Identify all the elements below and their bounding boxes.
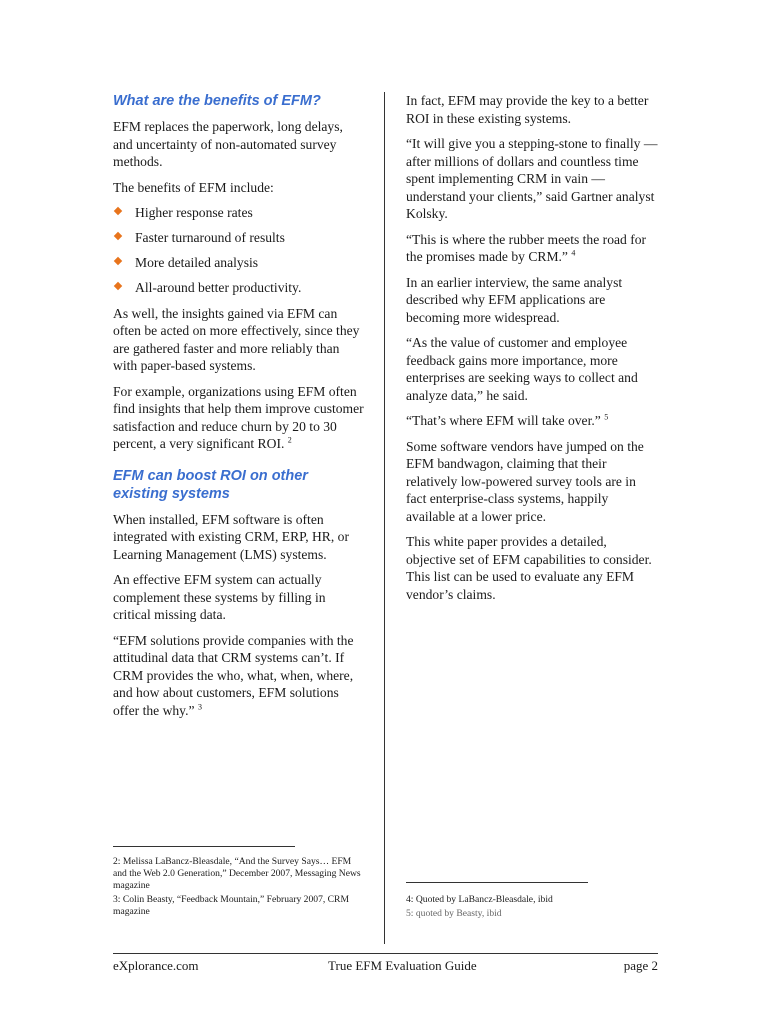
- list-item: [113, 204, 365, 222]
- paragraph: “It will give you a stepping-stone to finally — after millions of dollars and countless time spent implementing CRM in vain — understand your clients,” said Gartner analyst Kolsky.: [406, 136, 658, 221]
- list-item-text: More detailed analysis: [135, 255, 259, 270]
- list-item: [113, 254, 365, 272]
- paragraph: In fact, EFM may provide the key to a better ROI in these existing systems.: [406, 93, 649, 126]
- paragraph: The benefits of EFM include:: [113, 179, 274, 195]
- paragraph: [406, 231, 658, 266]
- paragraph: [113, 632, 365, 720]
- paragraph: [113, 383, 365, 453]
- list-item-text: Faster turnaround of results: [135, 230, 285, 245]
- paragraph-text: “EFM solutions provide companies with the attitudinal data that CRM systems can’t. If CRM provides the who, what, when, where, and how about customers, EFM solutions offer the why.”: [113, 632, 354, 718]
- right-column: [406, 92, 658, 611]
- paragraph: When installed, EFM software is often integrated with existing CRM, ERP, HR, or Learning Management (LMS) systems.: [113, 511, 349, 562]
- paragraph-text: “This is where the rubber meets the road for the promises made by CRM.”: [406, 231, 647, 264]
- footnote-rule: [113, 846, 295, 847]
- paragraph: EFM replaces the paperwork, long delays, and uncertainty of non-automated survey methods.: [113, 119, 343, 169]
- diamond-bullet-icon: [114, 232, 122, 240]
- footnote-rule: [406, 882, 588, 883]
- list-item: [113, 229, 365, 247]
- paragraph-text: “That’s where EFM will take over.”: [406, 413, 601, 428]
- paragraph-text: For example, organizations using EFM often find insights that help them improve customer satisfaction and reduce churn by 20 to 30 percent, a very significant ROI.: [113, 383, 364, 451]
- footer-page-number: page 2: [623, 958, 658, 973]
- footnote: 5: quoted by Beasty, ibid: [406, 908, 502, 919]
- footnote-ref[interactable]: 2: [287, 435, 292, 445]
- paragraph: “As the value of customer and employee feedback gains more importance, more enterprises are seeking ways to collect and analyze data,” he said.: [406, 335, 638, 403]
- diamond-bullet-icon: [114, 207, 122, 215]
- list-item-text: All-around better productivity.: [135, 280, 302, 295]
- paragraph: This white paper provides a detailed, objective set of EFM capabilities to consider. This list can be used to evaluate any EFM vendor’s claims.: [406, 534, 652, 602]
- paragraph: [406, 412, 658, 430]
- footnotes-right: [406, 894, 658, 922]
- benefits-list: [113, 204, 365, 297]
- list-item: [113, 279, 365, 297]
- paragraph: An effective EFM system can actually complement these systems by filling in critical missing data.: [113, 572, 326, 622]
- left-column: [113, 92, 365, 727]
- section-heading-benefits: What are the benefits of EFM?: [113, 93, 321, 109]
- footnotes-left: [113, 856, 365, 920]
- paragraph: As well, the insights gained via EFM can often be acted on more effectively, since they are gathered faster and more reliably than with paper-based systems.: [113, 305, 360, 373]
- paragraph: In an earlier interview, the same analyst described why EFM applications are becoming more widespread.: [406, 274, 623, 325]
- footnote-ref[interactable]: 5: [604, 412, 609, 422]
- footer-site[interactable]: eXplorance.com: [113, 958, 199, 973]
- diamond-bullet-icon: [114, 282, 122, 290]
- diamond-bullet-icon: [114, 257, 122, 265]
- footnote: 3: Colin Beasty, “Feedback Mountain,” February 2007, CRM magazine: [113, 894, 349, 917]
- footnote-ref[interactable]: 4: [571, 248, 576, 258]
- footnote-ref[interactable]: 3: [197, 701, 202, 711]
- footer-rule: [113, 953, 658, 954]
- column-divider: [384, 92, 385, 944]
- footnote: 4: Quoted by LaBancz-Bleasdale, ibid: [406, 894, 553, 905]
- section-heading-roi: EFM can boost ROI on other existing systems: [113, 467, 308, 502]
- paragraph: Some software vendors have jumped on the EFM bandwagon, claiming that their relatively low-powered survey tools are in fact enterprise-class systems, happily available at a lower price.: [406, 438, 644, 524]
- footer-title: True EFM Evaluation Guide: [328, 958, 477, 973]
- list-item-text: Higher response rates: [135, 205, 253, 220]
- footnote: 2: Melissa LaBancz-Bleasdale, “And the Survey Says… EFM and the Web 2.0 Generation,” December 2007, Messaging News magazine: [113, 856, 361, 891]
